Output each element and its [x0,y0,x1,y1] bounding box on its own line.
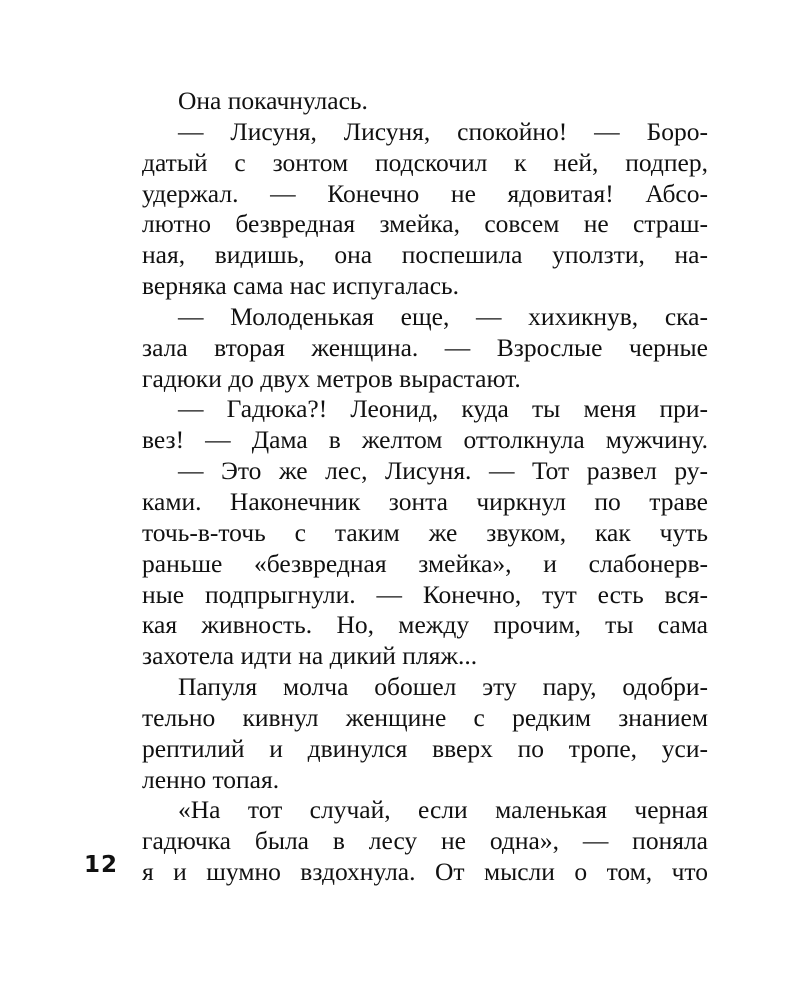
text-line: датый с зонтом подскочил к ней, подпер, [142,147,708,177]
text-line: захотела идти на дикий пляж... [142,641,478,671]
text-line: — Лисуня, Лисуня, спокойно! — Боро- [178,116,708,146]
text-line: ные подпрыгнули. — Конечно, тут есть вся- [142,579,708,609]
text-line: — Гадюка?! Леонид, куда ты меня при- [178,394,708,424]
text-line: ленно топая. [142,764,280,794]
page-text [142,86,708,888]
text-line: рептилий и двинулся вверх по тропе, уси- [142,733,708,763]
text-line: раньше «безвредная змейка», и слабонерв- [142,548,708,578]
text-line: ная, видишь, она поспешила уползти, на- [142,240,708,270]
text-line: тельно кивнул женщине с редким знанием [142,702,708,732]
page-number: 12 [84,852,119,878]
text-line: «На тот случай, если маленькая черная [178,795,708,825]
text-line: точь-в-точь с таким же звуком, как чуть [142,517,708,547]
text-line: удержал. — Конечно не ядовитая! Абсо- [142,178,708,208]
text-line: вез! — Дама в желтом оттолкнула мужчину. [142,425,708,455]
text-line: Папуля молча обошел эту пару, одобри- [178,672,708,702]
text-line: Она покачнулась. [178,86,368,115]
text-line: — Это же лес, Лисуня. — Тот развел ру- [178,456,708,486]
text-line: кая живность. Но, между прочим, ты сама [142,610,708,640]
text-line: я и шумно вздохнула. От мысли о том, что [142,857,708,887]
text-line: гадючка была в лесу не одна», — поняла [142,826,708,856]
text-line: гадюки до двух метров вырастают. [142,363,521,393]
text-line: — Молоденькая еще, — хихикнув, ска- [178,301,708,331]
text-line: ками. Наконечник зонта чиркнул по траве [142,486,708,516]
text-line: верняка сама нас испугалась. [142,271,460,301]
text-line: зала вторая женщина. — Взрослые черные [142,332,708,362]
text-line: лютно безвредная змейка, совсем не страш- [142,209,708,239]
